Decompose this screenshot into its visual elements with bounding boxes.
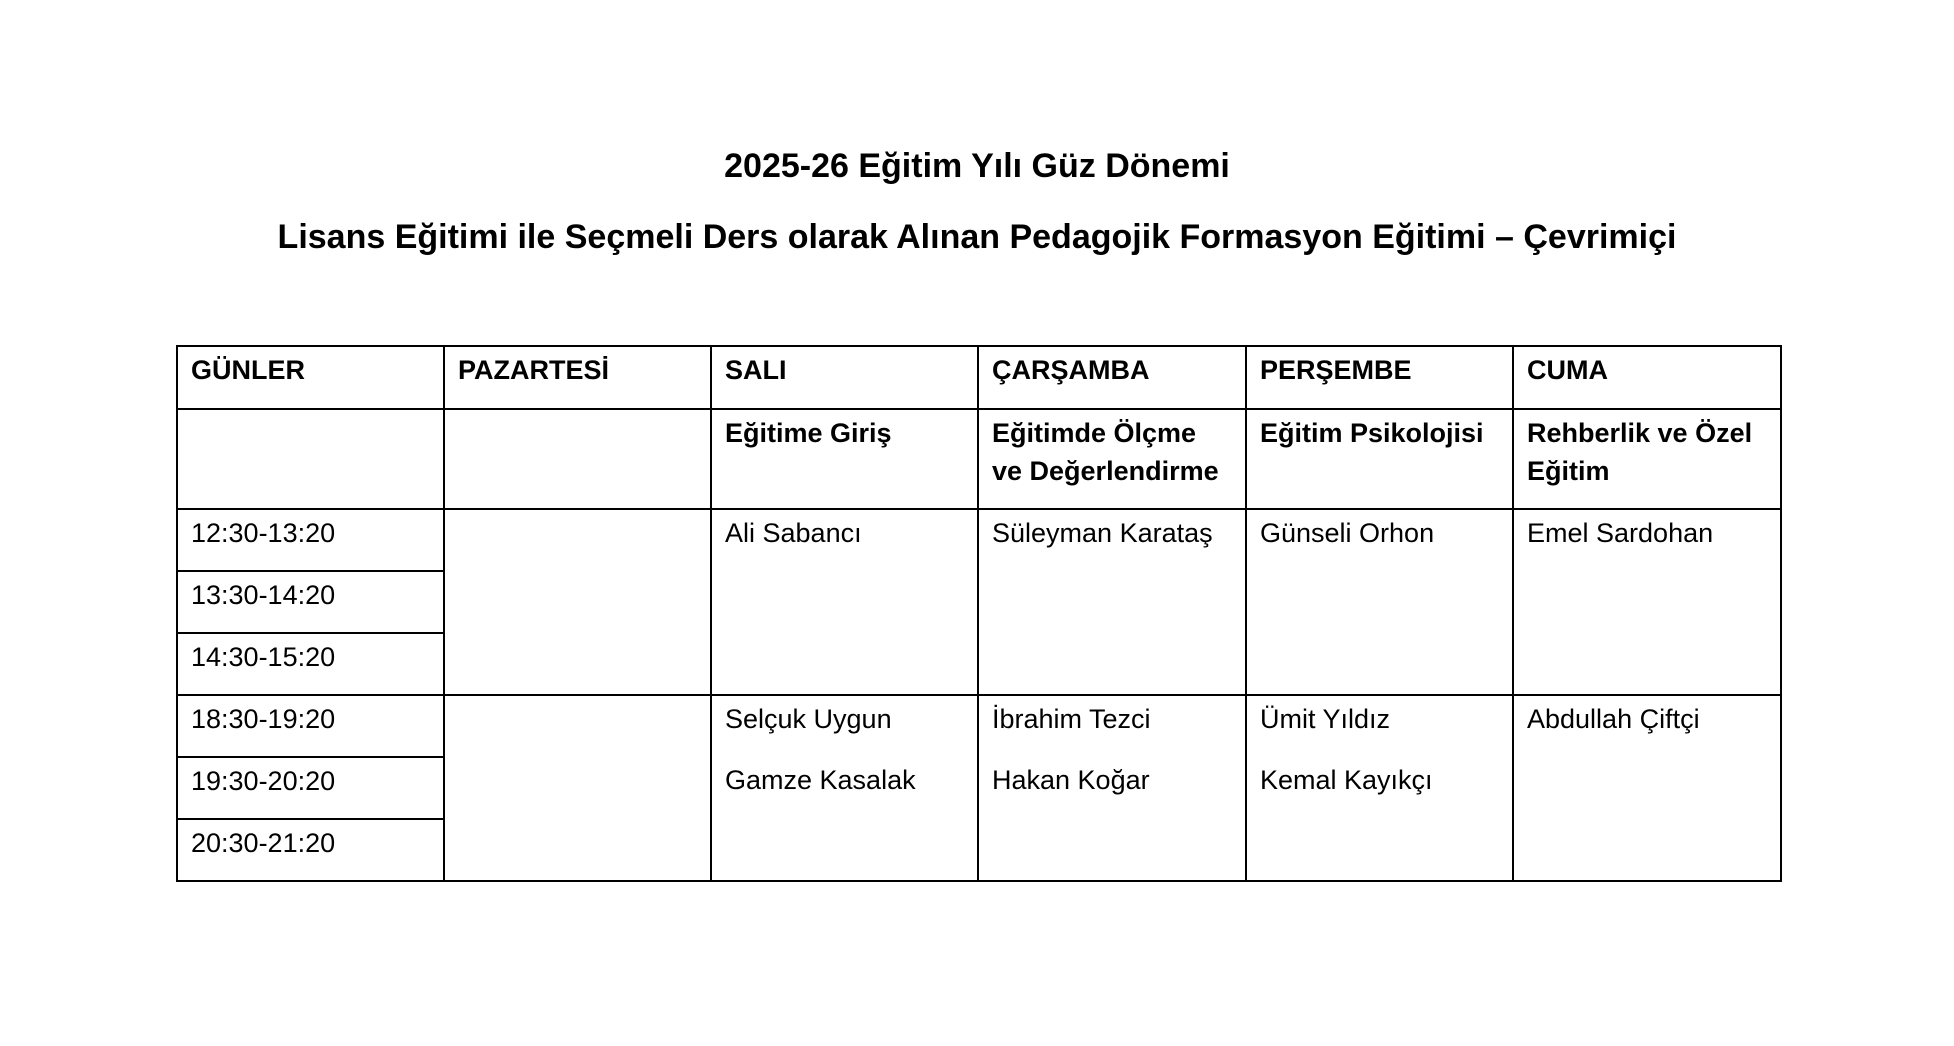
instructor-name: Ümit Yıldız	[1260, 704, 1391, 734]
evening-thursday-cell	[1246, 695, 1513, 881]
afternoon-wednesday-cell: Süleyman Karataş	[978, 509, 1246, 695]
time-slot: 14:30-15:20	[177, 633, 444, 695]
evening-tuesday-cell	[711, 695, 978, 881]
header-monday: PAZARTESİ	[444, 346, 711, 409]
page-title: 2025-26 Eğitim Yılı Güz Dönemi	[724, 147, 1230, 185]
course-cell-monday	[444, 409, 711, 509]
course-row	[177, 409, 1781, 509]
instructor-name: Abdullah Çiftçi	[1527, 704, 1700, 734]
table-row	[177, 509, 1781, 571]
afternoon-tuesday-cell: Ali Sabancı	[711, 509, 978, 695]
time-slot: 20:30-21:20	[177, 819, 444, 881]
time-slot: 13:30-14:20	[177, 571, 444, 633]
header-days: GÜNLER	[177, 346, 444, 409]
header-friday: CUMA	[1513, 346, 1781, 409]
time-slot: 19:30-20:20	[177, 757, 444, 819]
instructor-name: İbrahim Tezci	[992, 704, 1151, 734]
afternoon-thursday-cell: Günseli Orhon	[1246, 509, 1513, 695]
header-tuesday: SALI	[711, 346, 978, 409]
course-cell-tuesday: Eğitime Giriş	[711, 409, 978, 509]
evening-friday-cell	[1513, 695, 1781, 881]
header-row	[177, 346, 1781, 409]
course-cell-friday: Rehberlik ve Özel Eğitim	[1513, 409, 1781, 509]
course-cell-days	[177, 409, 444, 509]
time-slot: 12:30-13:20	[177, 509, 444, 571]
afternoon-friday-cell: Emel Sardohan	[1513, 509, 1781, 695]
header-wednesday: ÇARŞAMBA	[978, 346, 1246, 409]
instructor-name: Kemal Kayıkçı	[1260, 765, 1433, 795]
course-cell-thursday: Eğitim Psikolojisi	[1246, 409, 1513, 509]
evening-wednesday-cell	[978, 695, 1246, 881]
instructor-name: Gamze Kasalak	[725, 765, 916, 795]
evening-monday-cell	[444, 695, 711, 881]
course-cell-wednesday: Eğitimde Ölçme ve Değerlendirme	[978, 409, 1246, 509]
instructor-name: Selçuk Uygun	[725, 704, 892, 734]
table-row	[177, 695, 1781, 757]
instructor-name: Hakan Koğar	[992, 765, 1150, 795]
afternoon-monday-cell	[444, 509, 711, 695]
time-slot: 18:30-19:20	[177, 695, 444, 757]
header-thursday: PERŞEMBE	[1246, 346, 1513, 409]
schedule-table	[176, 345, 1782, 882]
page-subtitle: Lisans Eğitimi ile Seçmeli Ders olarak Alınan Pedagojik Formasyon Eğitimi – Çevrimiçi	[277, 218, 1677, 256]
